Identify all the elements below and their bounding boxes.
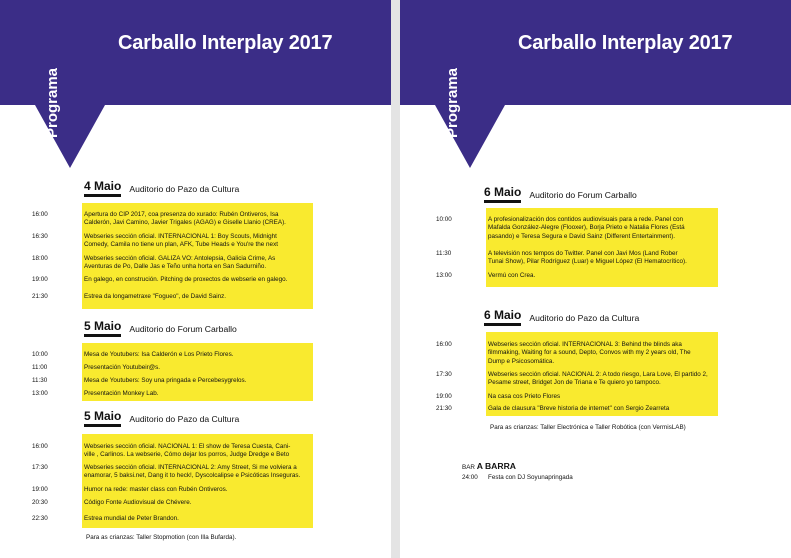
event-text: Na casa cos Prieto Flores <box>488 393 561 400</box>
event-text: Webseries sección oficial. INTERNACIONAL 2: Amy Street, Si me volviera a <box>84 464 297 471</box>
event-text: ville , Carlinos. La webserie, Cómo dejar los porros, Judge Dredge e Beto <box>84 451 290 459</box>
event-time: 19:00 <box>32 276 48 283</box>
event-text: A profesionalización dos contidos audiovisuais para a rede. Panel con <box>488 216 683 223</box>
event-text: pasando) e Teresa Segura e David Sainz (Different Entertainment). <box>488 232 676 240</box>
event-text: Gala de clausura "Breve historia de internet" con Sergio Zearreta <box>488 405 670 412</box>
event-time: 11:00 <box>32 364 48 371</box>
event-text: Aventuras de Po, Dalle Jas e Teño unha horta en San Sadurniño. <box>84 263 267 271</box>
event-text: Estrea da longametraxe "Fogueo", de David Sainz. <box>84 293 227 300</box>
event-time: 21:30 <box>436 405 452 412</box>
program-page-left <box>0 0 391 558</box>
event-text: Tunai Show), Pilar Rodríguez (Luar) e Miguel López (El Hematocrítico). <box>488 258 687 266</box>
event-text: Festa con DJ Soyunapringada <box>488 474 573 481</box>
venue-label: Auditorio do Pazo da Cultura <box>129 414 240 424</box>
event-text: Presentación Monkey Lab. <box>84 390 159 397</box>
bar-header <box>462 461 516 471</box>
day-label: 4 Maio <box>84 180 121 197</box>
event-time: 20:30 <box>32 499 48 506</box>
bar-prefix: BAR <box>462 464 475 471</box>
event-time: 13:00 <box>32 390 48 397</box>
event-text: Calderón, Javi Camino, Javier Trigales (AGAG) e Giselle Llanio (CREA). <box>84 219 286 227</box>
event-time: 17:30 <box>436 371 452 378</box>
event-text: Pesame street, Bridget Jon de Triana e Te quiero yo tampoco. <box>488 379 661 387</box>
event-text: Webseries sección oficial. NACIONAL 2: A todo riesgo, Lara Love, El partido 2, <box>488 371 708 378</box>
event-text: Estrea mundial de Peter Brandon. <box>84 515 179 522</box>
header-banner <box>400 0 791 168</box>
event-time: 16:30 <box>32 233 48 240</box>
event-text: Mafalda González-Alegre (Flooxer), Borja Prieto e Natalia Flores (Está <box>488 224 685 232</box>
programa-label: Programa <box>44 67 61 138</box>
day-header <box>84 320 237 337</box>
event-text: Webseries sección oficial. INTERNACIONAL 3: Behind the blinds aka <box>488 341 682 348</box>
event-time: 16:00 <box>436 341 452 348</box>
kids-note: Para as crianzas: Taller Stopmotion (con Illa Bufarda). <box>86 534 237 541</box>
day-header <box>84 180 239 197</box>
event-time: 10:00 <box>436 216 452 223</box>
program-page-right <box>400 0 791 558</box>
event-time: 19:00 <box>32 486 48 493</box>
day-header <box>84 410 239 427</box>
page-title: Carballo Interplay 2017 <box>118 32 333 54</box>
event-text: Mesa de Youtubers: Isa Calderón e Los Prieto Flores. <box>84 351 234 358</box>
event-time: 17:30 <box>32 464 48 471</box>
venue-label: Auditorio do Forum Carballo <box>529 190 637 200</box>
event-time: 24:00 <box>462 474 478 481</box>
venue-label: Auditorio do Pazo da Cultura <box>129 184 240 194</box>
bar-name: A BARRA <box>476 461 517 471</box>
day-label: 5 Maio <box>84 410 121 427</box>
event-text: A televisión nos tempos do Twitter. Panel con Javi Mos (Land Rober <box>488 250 678 257</box>
event-text: Webseries sección oficial. NACIONAL 1: El show de Teresa Cuesta, Cani- <box>84 443 291 450</box>
day-header <box>484 309 639 326</box>
event-time: 16:00 <box>32 211 48 218</box>
event-text: Apertura do CIP 2017, coa presenza do xurado: Rubén Ontiveros, Isa <box>84 211 279 218</box>
event-text: Humor na rede: master class con Rubén Ontiveros. <box>84 486 228 493</box>
event-text: Vermú con Crea. <box>488 272 536 279</box>
event-text: Comedy, Camila no tiene un plan, AFK, Tube Heads e You're the next <box>84 241 278 249</box>
event-text: Webseries sección oficial. GALIZA VO: Antolepsia, Galicia Crime, As <box>84 255 276 262</box>
event-text: Dump e Psicosomática. <box>488 357 555 365</box>
day-label: 6 Maio <box>484 309 521 326</box>
venue-label: Auditorio do Pazo da Cultura <box>529 313 640 323</box>
event-time: 10:00 <box>32 351 48 358</box>
event-text: Presentación Youtubeir@s. <box>84 364 161 371</box>
event-text: Webseries sección oficial. INTERNACIONAL 1: Boy Scouts, Midnight <box>84 233 277 240</box>
event-time: 16:00 <box>32 443 48 450</box>
day-label: 5 Maio <box>84 320 121 337</box>
event-time: 18:00 <box>32 255 48 262</box>
page-title: Carballo Interplay 2017 <box>518 32 733 54</box>
day-label: 6 Maio <box>484 186 521 203</box>
event-time: 22:30 <box>32 515 48 522</box>
page-gutter <box>391 0 400 558</box>
programa-label: Programa <box>444 67 461 138</box>
event-time: 21:30 <box>32 293 48 300</box>
event-time: 11:30 <box>436 250 452 257</box>
event-time: 11:30 <box>32 377 48 384</box>
venue-label: Auditorio do Forum Carballo <box>129 324 237 334</box>
event-text: En galego, en construción. Pitching de proxectos de webserie en galego. <box>84 276 288 283</box>
event-time: 13:00 <box>436 272 452 279</box>
event-text: filmmaking, Waiting for a sound, Depto, Convos with my 2 years old, The <box>488 349 691 357</box>
header-banner <box>0 0 391 168</box>
event-text: Mesa de Youtubers: Soy una pringada e Percebesygrelos. <box>84 377 247 384</box>
event-text: Código Fonte Audiovisual de Chévere. <box>84 499 192 506</box>
event-text: enamorar, 5 baksi.net, Dang it to heck!, Dyscolcalipse e Psicóticas Inseguras. <box>84 472 301 480</box>
day-header <box>484 186 637 203</box>
kids-note: Para as crianzas: Taller Electrónica e Taller Robótica (con VermisLAB) <box>490 424 686 431</box>
event-time: 19:00 <box>436 393 452 400</box>
